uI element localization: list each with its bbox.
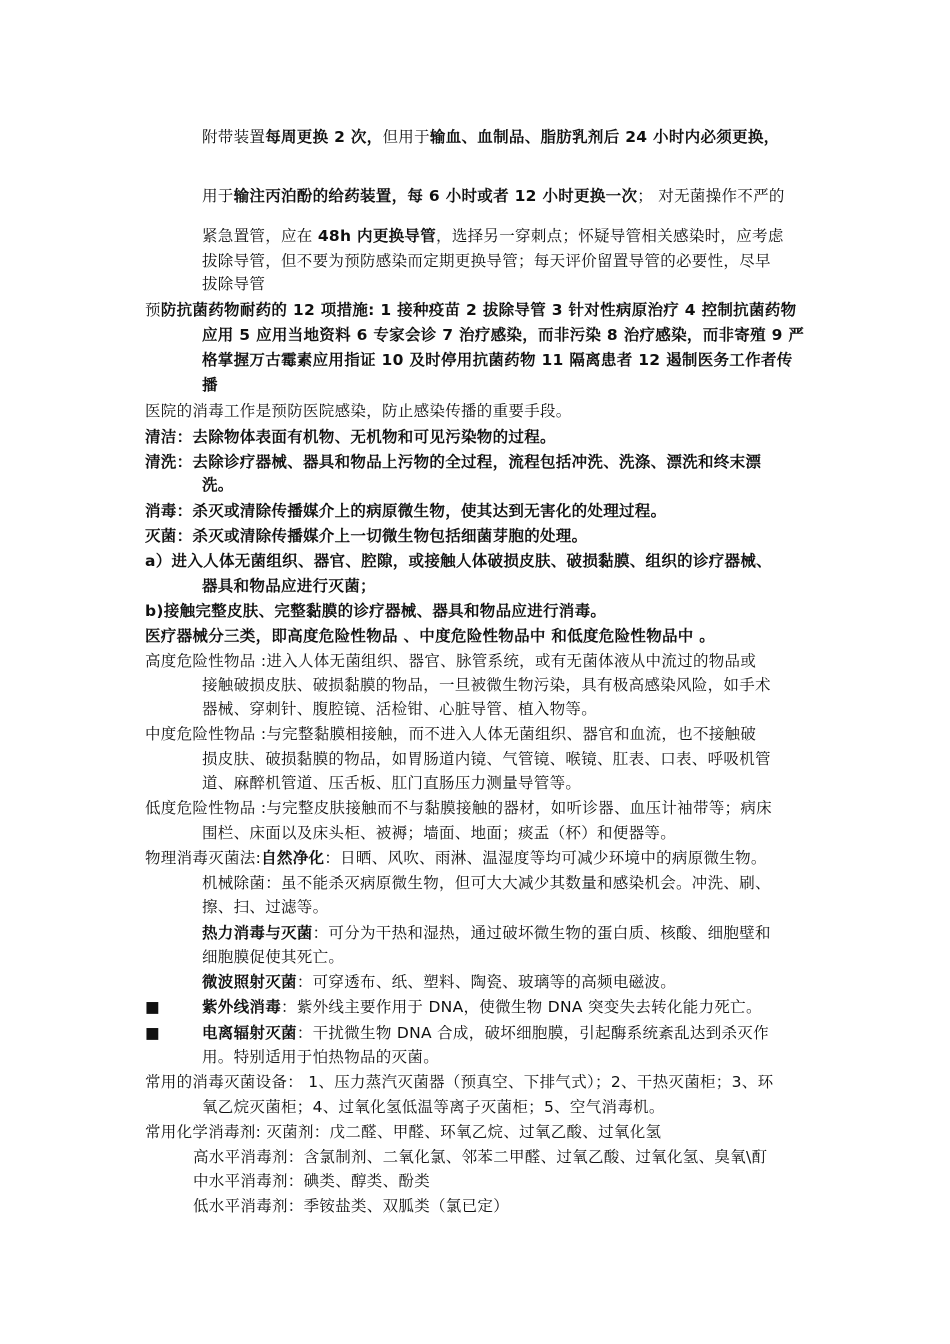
text-line: [202, 748, 771, 770]
text-run: 中水平消毒剂：碘类、醇类、酚类: [193, 1172, 431, 1190]
text-run: ：可分为干热和湿热，通过破坏微生物的蛋白质、核酸、细胞壁和: [312, 924, 771, 942]
text-run: ：紫外线主要作用于 DNA，使微生物 DNA 突变失去转化能力死亡。: [281, 998, 762, 1016]
text-run: 擦、扫、过滤等。: [202, 898, 329, 916]
text-line: [202, 698, 597, 720]
text-run: 附带装置: [202, 128, 266, 146]
text-line: [202, 1046, 439, 1068]
text-run: 但用于: [382, 128, 430, 146]
text-line: [145, 625, 715, 647]
text-run: 医院的消毒工作是预防医院感染，防止感染传播的重要手段。: [145, 402, 572, 420]
text-run: 常用化学消毒剂: 灭菌剂：戊二醛、甲醛、环氧乙烷、过氧乙酸、过氧化氢: [145, 1123, 662, 1141]
text-line: [145, 1071, 773, 1093]
bold-text-run: 热力消毒与灭菌: [202, 924, 313, 942]
bold-text-run: 格掌握万古霉素应用指证 10 及时停用抗菌药物 11 隔离患者 12 遏制医务工作者传: [202, 351, 793, 369]
text-run: 用。特别适用于怕热物品的灭菌。: [202, 1048, 440, 1066]
text-line: [193, 1170, 430, 1192]
bold-text-run: 输注丙泊酚的给药装置，每 6 小时或者 12 小时更换一次: [233, 187, 638, 205]
text-run: 氧乙烷灭菌柜；4、过氧化氢低温等离子灭菌柜；5、空气消毒机。: [202, 1098, 665, 1116]
bold-text-run: 输血、血制品、脂肪乳剂后 24 小时内必须更换，: [429, 128, 780, 146]
text-line: [202, 474, 234, 496]
text-line: [202, 1022, 769, 1044]
text-line: [202, 273, 265, 295]
text-run: ：日晒、风吹、雨淋、温湿度等均可减少环境中的病原微生物。: [324, 849, 767, 867]
bold-text-run: 器具和物品应进行灭菌；: [202, 577, 376, 595]
bold-text-run: b)接触完整皮肤、完整黏膜的诊疗器械、器具和物品应进行消毒。: [145, 602, 607, 620]
text-run: ； 对无菌操作不严的: [637, 187, 785, 205]
text-line: [202, 250, 771, 272]
text-line: [202, 349, 793, 371]
text-run: 细胞膜促使其死亡。: [202, 948, 345, 966]
text-run: 器械、穿刺针、腹腔镜、活检钳、心脏导管、植入物等。: [202, 700, 598, 718]
bullet-marker: ■: [145, 998, 160, 1016]
text-run: ：可穿透布、纸、塑料、陶瓷、玻璃等的高频电磁波。: [296, 973, 677, 991]
text-run: 物理消毒灭菌法:: [145, 849, 262, 867]
text-run: 紧急置管，应在: [202, 227, 318, 245]
text-run: 拔除导管，但不要为预防感染而定期更换导管；每天评价留置导管的必要性，尽早: [202, 252, 771, 270]
text-line: [202, 674, 771, 696]
bold-text-run: 应用 5 应用当地资料 6 专家会诊 7 治疗感染，而非污染 8 治疗感染，而非寄殖 9 严: [202, 326, 805, 344]
text-line: [145, 426, 556, 448]
text-run: 道、麻醉机管道、压舌板、肛门直肠压力测量导管等。: [202, 774, 582, 792]
text-run: 接触破损皮肤、破损黏膜的物品，一旦被微生物污染，具有极高感染风险，如手术: [202, 676, 771, 694]
bold-text-run: 微波照射灭菌: [202, 973, 297, 991]
text-line: [145, 500, 666, 522]
text-line: [202, 374, 218, 396]
text-run: 拔除导管: [202, 275, 266, 293]
bold-text-run: 灭菌：杀灭或清除传播媒介上一切微生物包括细菌芽胞的处理。: [145, 527, 588, 545]
text-run: 用于: [202, 187, 234, 205]
text-run: 中度危险性物品 :与完整黏膜相接触，而不进入人体无菌组织、器官和血流，也不接触破: [145, 725, 757, 743]
text-line: [145, 451, 761, 473]
bold-text-run: 清洁：去除物体表面有机物、无机物和可见污染物的过程。: [145, 428, 556, 446]
text-run: ：干扰微生物 DNA 合成，破坏细胞膜，引起酶系统紊乱达到杀灭作: [296, 1024, 769, 1042]
text-line: [202, 946, 344, 968]
text-line: [202, 225, 784, 247]
text-line: [202, 1096, 665, 1118]
text-line: [202, 126, 779, 148]
text-line: [202, 575, 376, 597]
bold-text-run: 紫外线消毒: [202, 998, 282, 1016]
bold-text-run: 洗。: [202, 476, 234, 494]
text-line: [202, 822, 676, 844]
text-line: [145, 525, 587, 547]
text-line: [193, 1146, 767, 1168]
text-run: 预: [145, 301, 161, 319]
bold-text-run: 电离辐射灭菌: [202, 1024, 297, 1042]
text-line: [145, 1121, 661, 1143]
text-line: [145, 400, 572, 422]
text-run: 高度危险性物品 :进入人体无菌组织、器官、脉管系统，或有无菌体液从中流过的物品或: [145, 652, 757, 670]
text-line: [145, 600, 606, 622]
bold-text-run: 播: [202, 376, 218, 394]
bold-text-run: 自然净化: [261, 849, 325, 867]
text-line: [202, 872, 771, 894]
text-run: 低水平消毒剂：季铵盐类、双胍类（氯已定）: [193, 1197, 510, 1215]
bold-text-run: 医疗器械分三类，即高度危险性物品 、中度危险性物品中 和低度危险性物品中 。: [145, 627, 716, 645]
text-line: [145, 797, 772, 819]
bold-text-run: 防抗菌药物耐药的 12 项措施: 1 接种疫苗 2 拔除导管 3 针对性病原治疗 4 控制抗菌药物: [160, 301, 797, 319]
text-line: [145, 550, 772, 572]
text-line: [202, 896, 328, 918]
bold-text-run: 清洗：去除诊疗器械、器具和物品上污物的全过程，流程包括冲洗、洗涤、漂洗和终末漂: [145, 453, 762, 471]
bullet-marker: ■: [145, 1024, 160, 1042]
text-run: 低度危险性物品 :与完整皮肤接触而不与黏膜接触的器材，如听诊器、血压计袖带等；病床: [145, 799, 772, 817]
text-run: 机械除菌：虽不能杀灭病原微生物，但可大大减少其数量和感染机会。冲洗、刷、: [202, 874, 771, 892]
text-run: 围栏、床面以及床头柜、被褥；墙面、地面；痰盂（杯）和便器等。: [202, 824, 677, 842]
text-run: 损皮肤、破损黏膜的物品，如胃肠道内镜、气管镜、喉镜、肛表、口表、呼吸机管: [202, 750, 771, 768]
text-line: [193, 1195, 509, 1217]
bold-text-run: 每周更换 2 次，: [265, 128, 383, 146]
bold-text-run: 消毒：杀灭或清除传播媒介上的病原微生物，使其达到无害化的处理过程。: [145, 502, 667, 520]
text-line: [202, 772, 581, 794]
text-line: [145, 299, 796, 321]
text-run: 常用的消毒灭菌设备： 1、压力蒸汽灭菌器（预真空、下排气式）；2、干热灭菌柜；3、环: [145, 1073, 774, 1091]
text-run: 高水平消毒剂：含氯制剂、二氧化氯、邻苯二甲醛、过氧乙酸、过氧化氢、臭氧\酊: [193, 1148, 768, 1166]
text-line: [202, 996, 762, 1018]
text-line: [202, 971, 676, 993]
text-line: [202, 324, 804, 346]
bold-text-run: a）进入人体无菌组织、器官、腔隙，或接触人体破损皮肤、破损黏膜、组织的诊疗器械、: [145, 552, 772, 570]
bold-text-run: 48h 内更换导管: [317, 227, 437, 245]
text-line: [202, 185, 785, 207]
text-line: [145, 723, 756, 745]
text-line: [145, 847, 767, 869]
text-run: ，选择另一穿刺点；怀疑导管相关感染时，应考虑: [436, 227, 784, 245]
text-line: [145, 650, 756, 672]
text-line: [202, 922, 771, 944]
